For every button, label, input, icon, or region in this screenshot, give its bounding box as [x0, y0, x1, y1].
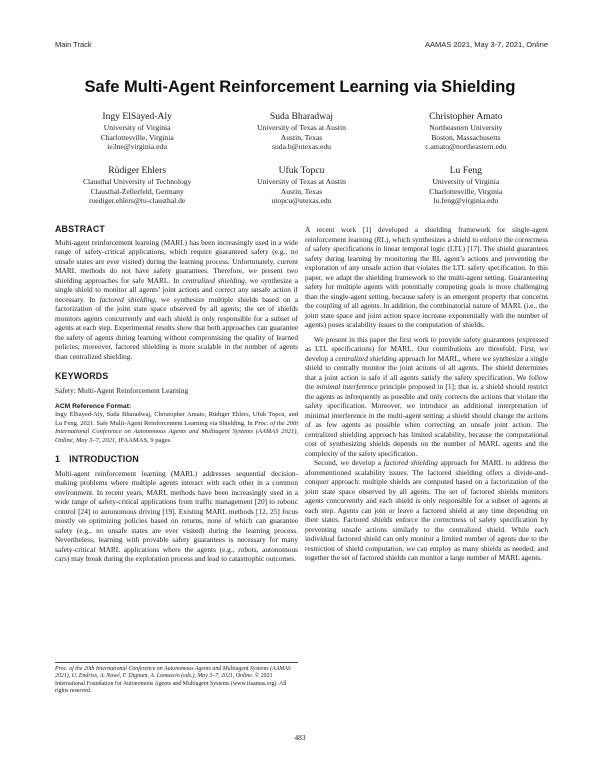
author-name: Rüdiger Ehlers [108, 165, 167, 176]
page-number: 483 [294, 733, 306, 742]
right-column [305, 225, 548, 563]
author-block [55, 165, 219, 206]
abstract-text: Multi-agent reinforcement learning (MARL) has been increasingly used in a wide range of safety-critical applications, which require guaranteed safety (e.g., no unsafe states are ever visited) during the learning process. Unfortunately, current MARL methods do not have safety guarantees. Therefore, we present two shielding approaches for safe MARL. In centralized shielding, we synthesize a single shield to monitor all agents’ joint actions and correct any unsafe action if necessary. In factored shielding, we synthesize multiple shields based on a factorization of the joint state space observed by all agents; the set of shields monitors agents concurrently and each shield is only responsible for a subset of agents at each step. Experimental results show that both approaches can guarantee the safety of agents during learning without compromising the quality of learned policies; moreover, factored shielding is more scalable in the number of agents than centralized shielding. [55, 237, 298, 361]
author-location: Clausthal-Zellerfeld, Germany [90, 186, 184, 196]
keywords-heading: KEYWORDS [55, 371, 109, 381]
author-location: Boston, Massachusetts [431, 132, 501, 142]
author-block [384, 111, 548, 152]
author-name: Ufuk Topcu [278, 165, 325, 176]
author-email: c.amato@northeastern.edu [425, 142, 507, 152]
author-name: Suda Bharadwaj [269, 111, 334, 122]
author-affiliation: Clausthal University of Technology [82, 177, 192, 186]
keywords-section [55, 372, 298, 395]
author-block [384, 165, 548, 206]
introduction-section [55, 455, 298, 564]
author-email: utopcu@utexas.edu [271, 196, 332, 206]
running-header-venue: AAMAS 2021, May 3-7, 2021, Online [425, 40, 548, 49]
author-row-1 [55, 111, 548, 152]
running-header-track: Main Track [55, 40, 92, 49]
author-location: Charlottesville, Virginia [429, 186, 503, 196]
author-name: Ingy ElSayed-Aly [102, 111, 172, 122]
author-email: suda.b@utexas.edu [272, 142, 331, 152]
author-location: Austin, Texas [280, 132, 323, 142]
author-block [55, 111, 219, 152]
author-name: Christopher Amato [429, 111, 503, 122]
left-column [55, 225, 298, 564]
section-number: 1 [55, 454, 61, 465]
introduction-heading: 1 INTRODUCTION [55, 454, 139, 465]
author-name: Lu Feng [449, 165, 482, 176]
abstract-heading: ABSTRACT [55, 224, 105, 234]
author-email: ruediger.ehlers@tu-clausthal.de [88, 196, 186, 206]
acm-reference-heading: ACM Reference Format: [55, 403, 132, 410]
body-paragraph: We present in this paper the first work to provide safety guarantees (expressed as LTL specifications) for MARL. Our contributions are threefold. First, we develop a centralized shielding approach for MARL, where we synthesize a single shield to centrally monitor the joint actions of all agents. The shield determines that a joint action is safe if all agents satisfy the safety specification. We follow the minimal interference principle proposed in [1]; that is, a shield should restrict the agents as infrequently as possible and only corrects the actions that violate the safety specification. Moreover, we introduce an additional interpretation of minimal interference in the multi-agent setting: a shield should change the actions of as few agents as possible when correcting an unsafe joint action. The centralized shielding approach has limited scalability, because the computational cost of synthesizing shields depends on the number of MARL agents and the complexity of the safety specification. [305, 334, 548, 458]
author-affiliation: University of Texas at Austin [257, 177, 346, 186]
author-location: Austin, Texas [280, 186, 323, 196]
footnote: Proc. of the 20th International Conference on Autonomous Agents and Multiagent Systems (AAMAS 2021), U. Endriss, A. Nowé, F. Dignum, A. Lomuscio (eds.), May 3–7, 2021, Online. © 2021 International Foundation for Autonomous Agents and Multiagent Systems (www.ifaamas.org). All rights reserved. [55, 662, 298, 696]
body-paragraph: Second, we develop a factored shielding approach for MARL to address the aforementioned scalability issues. The factored shielding offers a divide-and-conquer approach: multiple shields are computed based on a factorization of the joint state space observed by all agents. The set of factored shields monitors agents concurrently and each shield is only responsible for a subset of agents at each step. Agents can join or leave a factored shield at any time depending on their states. Factored shields enforce the correctness of safety specification by preventing unsafe actions similarly to the centralized shield. While each individual factored shield can only monitor a limited number of agents due to the restriction of shield computation, we can employ as many shields as needed; and together the set of factored shields can monitor a large number of MARL agents. [305, 458, 548, 562]
author-email: lu.feng@virginia.edu [433, 196, 499, 206]
author-affiliation: Northeastern University [429, 123, 503, 132]
acm-reference-text: Ingy ElSayed-Aly, Suda Bharadwaj, Christopher Amato, Rüdiger Ehlers, Ufuk Topcu, and Lu Feng. 2021. Safe Multi-Agent Reinforcement Learning via Shielding. In Proc. of the 20th International Conference on Autonomous Agents and Multiagent Systems (AAMAS 2021), Online, May 3–7, 2021, IFAAMAS, 9 pages. [55, 411, 299, 444]
keywords-text: Safety; Multi-Agent Reinforcement Learning [55, 385, 189, 395]
author-block [219, 165, 383, 206]
abstract-section [55, 225, 298, 361]
author-affiliation: University of Virginia [432, 177, 500, 186]
acm-reference-format [55, 403, 298, 445]
body-paragraph: A recent work [1] developed a shielding framework for single-agent reinforcement learning (RL), which synthesizes a shield to enforce the correctness of safety specifications in linear temporal logic (LTL) [17]. The shield guarantees safety during learning by monitoring the RL agent’s actions and preventing the exploration of any unsafe action that violates the LTL safety specification. In this paper, we adapt the shielding framework to the multi-agent setting. Guaranteeing safety for multiple agents with potentially competing goals is more challenging than the single-agent setting, because safety is an emergent property that concerns the coupling of all agents. In addition, the combinatorial nature of MARL (i.e., the joint state space and joint action space increase exponentially with the number of agents) poses scalability issues to the computation of shields. [305, 225, 548, 329]
author-location: Charlottesville, Virginia [100, 132, 174, 142]
author-block [219, 111, 383, 152]
author-affiliation: University of Virginia [103, 123, 171, 132]
author-affiliation: University of Texas at Austin [257, 123, 346, 132]
author-email: ie3ne@virginia.edu [107, 142, 168, 152]
author-row-2 [55, 165, 548, 206]
introduction-paragraph: Multi-agent reinforcement learning (MARL) addresses sequential decision-making problems where multiple agents interact with each other in a common environment. In recent years, MARL methods have been increasingly used in a wide range of safety-critical applications from traffic management [20] to robotic control [24] to autonomous driving [19]. Existing MARL methods [12, 25] focus mostly on optimizing policies based on returns, none of which can guarantee safety (e.g., no unsafe states are ever visited) during the learning process. Nevertheless, learning with provable safety guarantees is necessary for many safety-critical MARL applications where the agents (e.g., robots, autonomous cars) may break during the exploration process and lead to catastrophic outcomes. [55, 468, 298, 564]
paper-title: Safe Multi-Agent Reinforcement Learning via Shielding [84, 78, 516, 96]
